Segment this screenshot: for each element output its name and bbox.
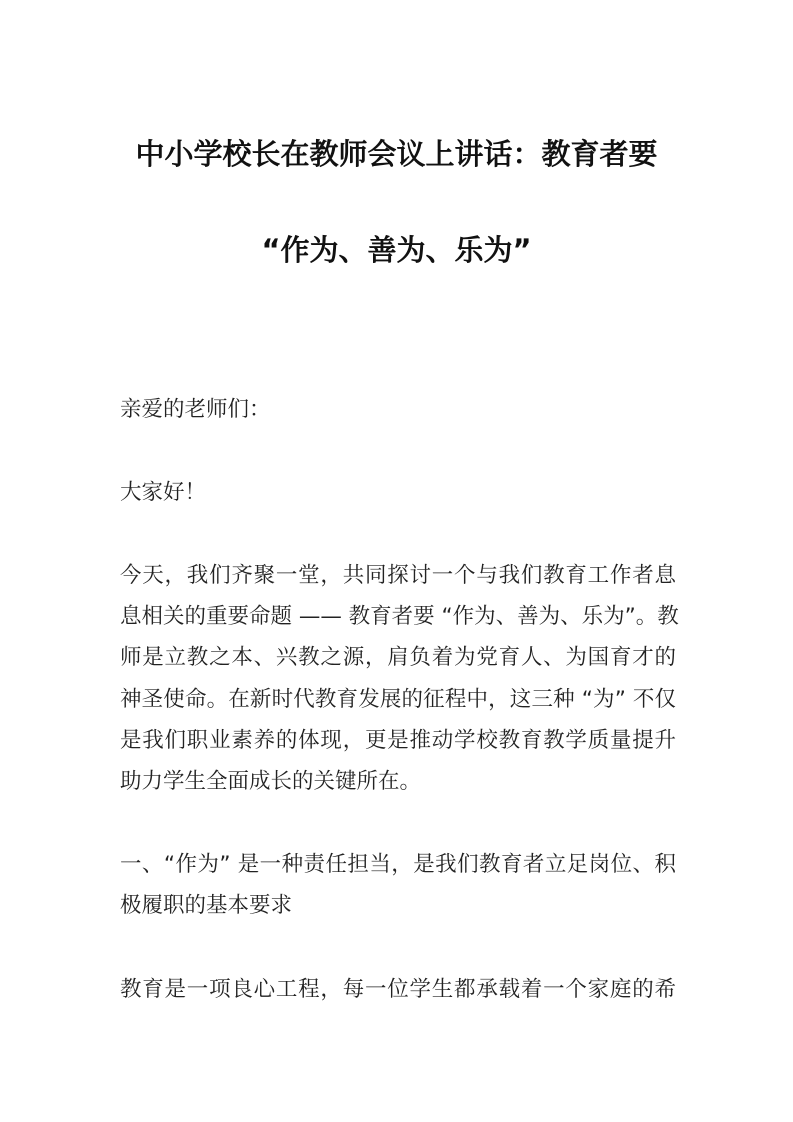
title-line-1: 中小学校长在教师会议上讲话：教育者要 <box>135 137 658 171</box>
paragraph-line: 是我们职业素养的体现，更是推动学校教育教学质量提升 <box>120 728 676 753</box>
heading-line: 极履职的基本要求 <box>120 893 293 918</box>
greeting: 大家好！ <box>120 480 207 505</box>
paragraph-line: 今天，我们齐聚一堂，共同探讨一个与我们教育工作者息 <box>120 563 676 588</box>
paragraph-line: 师是立教之本、兴教之源，肩负着为党育人、为国育才的 <box>120 645 676 670</box>
paragraph-line: 神圣使命。在新时代教育发展的征程中，这三种 “为” 不仅 <box>120 687 676 712</box>
paragraph-line: 助力学生全面成长的关键所在。 <box>120 769 422 794</box>
heading-line: 一、“作为” 是一种责任担当，是我们教育者立足岗位、积 <box>120 852 676 877</box>
salutation: 亲爱的老师们： <box>120 397 271 422</box>
title-line-2: “作为、善为、乐为” <box>261 233 532 267</box>
paragraph-line: 息相关的重要命题 —— 教育者要 “作为、善为、乐为”。教 <box>120 604 679 629</box>
paragraph-line: 教育是一项良心工程，每一位学生都承载着一个家庭的希 <box>120 977 676 1002</box>
